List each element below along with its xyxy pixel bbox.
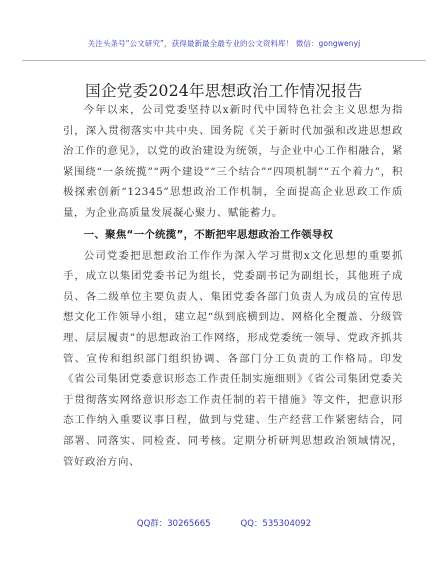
- qq-text: QQ：535304092: [240, 519, 312, 529]
- document-title: 国企党委2024年思想政治工作情况报告: [85, 82, 363, 100]
- document-body: [63, 100, 403, 472]
- footer-contact: [0, 517, 448, 529]
- qq-group-text: QQ群：30265665: [136, 519, 211, 529]
- section-paragraph: 公司党委把思想政治工作作为深入学习贯彻x文化思想的重要抓手，成立以集团党委书记为组长，党委副书记为副组长，其他班子成员、各二级单位主要负责人、集团党委各部门负责人为成员的宣传思想文化工作领导小组，建立起“纵到底横到边、网格化全覆盖、分级管理、层层履责”的思想政治工作网络，形成党委统一领导、党政齐抓共管、宣传和组织部门组织协调、各部门分工负责的工作格局。印发《省公司集团党委意识形态工作责任制实施细则》《省公司集团党委关于贯彻落实网络意识形态工作责任制的若干措施》等文件，把意识形态工作纳入重要议事日程，做到与党建、生产经营工作紧密结合，同部署、同落实、同检查、同考核。定期分析研判思想政治领域情况，管好政治方向、: [63, 249, 403, 468]
- intro-paragraph: 今年以来，公司党委坚持以x新时代中国特色社会主义思想为指引，深入贯彻落实中共中央、国务院《关于新时代加强和改进思想政治工作的意见》，以党的政治建设为统领，与企业中心工作相融合，紧紧围绕“一条统揽”“两个建设”“三个结合”“四项机制”“五个着力”，积极探索创新“12345”思想政治工作机制，全面提高企业思政工作质量，为企业高质量发展凝心聚力、赋能蓄力。: [63, 104, 403, 219]
- header-divider: [22, 60, 426, 61]
- section-heading: 一、聚焦“一个统揽”，不断把牢思想政治工作领导权: [83, 228, 334, 241]
- promo-banner: 关注头条号“公文研究”，获得最新最全最专业的公文资料库！ 微信：gongwenyj: [87, 39, 361, 48]
